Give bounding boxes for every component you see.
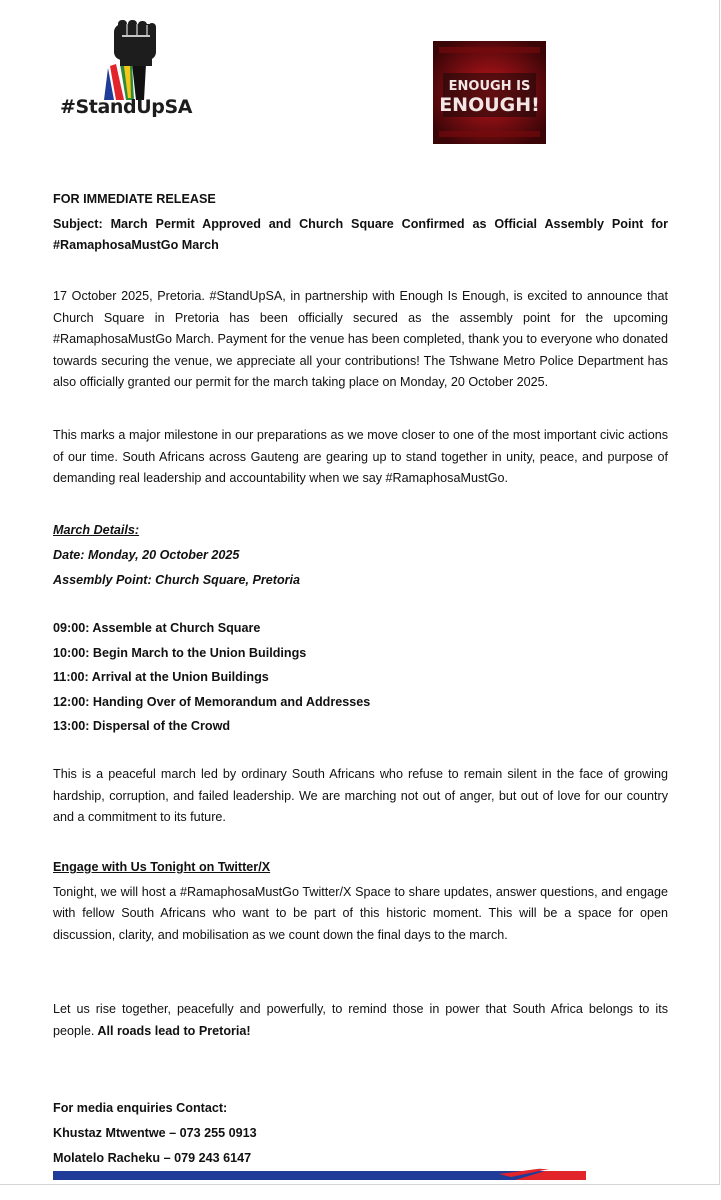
intro-section <box>53 286 668 394</box>
schedule-item: 09:00: Assemble at Church Square <box>53 621 261 635</box>
engage-paragraph: Tonight, we will host a #RamaphosaMustGo Twitter/X Space to share updates, answer questions, and engage with fellow South Africans who want to be part of this historic moment. This will be a space for open discussion, clarity, and mobilisation as we count down the final days to the march. <box>53 884 668 942</box>
closing-bold: All roads lead to Pretoria! <box>94 1023 251 1038</box>
schedule-item: 10:00: Begin March to the Union Buildings <box>53 645 307 660</box>
standupsa-logo <box>60 20 205 130</box>
schedule-list <box>53 616 668 739</box>
contacts-heading: For media enquiries Contact: <box>53 1101 228 1115</box>
peaceful-paragraph: This is a peaceful march led by ordinary South Africans who refuse to remain silent in the face of growing hardship, corruption, and failed leadership. We are marching not out of anger, but out of love for our country and a commitment to its future. <box>53 767 668 824</box>
milestone-section <box>53 425 668 490</box>
footer-stripe <box>53 1168 586 1180</box>
enough-is-enough-logo <box>433 41 546 144</box>
schedule-item: 12:00: Handing Over of Memorandum and Addresses <box>53 694 371 709</box>
logo-line1: ENOUGH IS <box>448 79 531 94</box>
contacts-section <box>53 1096 668 1171</box>
logo-wordmark: #StandUpSA <box>60 96 193 118</box>
raised-fist-icon <box>60 20 205 100</box>
peaceful-section <box>53 764 668 829</box>
subject-line: Subject: March Permit Approved and Church Square Confirmed as Official Assembly Point for #RamaphosaMustGo March <box>53 216 668 252</box>
march-details <box>53 518 668 593</box>
assembly-point: Assembly Point: Church Square, Pretoria <box>53 573 301 587</box>
engage-heading: Engage with Us Tonight on Twitter/X <box>53 860 271 874</box>
closing-section <box>53 999 668 1042</box>
closing-paragraph <box>53 999 668 1042</box>
schedule-item: 13:00: Dispersal of the Crowd <box>53 719 231 733</box>
intro-paragraph: 17 October 2025, Pretoria. #StandUpSA, in partnership with Enough Is Enough, is excited to announce that Church Square in Pretoria has been officially secured as the assembly point for the upcoming #RamaphosaMustGo March. Payment for the venue has been completed, thank you to everyone who donated towards securing the venue, we appreciate all your contributions! The Tshwane Metro Police Department has also officially granted our permit for the march taking place on Monday, 20 October 2025. <box>53 289 668 389</box>
closing-text: Let us rise together, peacefully and powerfully, to remind those in power that South Africa belongs to its people. <box>53 1002 668 1038</box>
contact-person: Molatelo Racheku – 079 243 6147 <box>53 1151 252 1165</box>
march-details-heading: March Details: <box>53 523 140 537</box>
logo-line2: ENOUGH! <box>439 94 540 116</box>
engage-section <box>53 857 668 946</box>
release-header <box>53 189 668 257</box>
schedule-item: 11:00: Arrival at the Union Buildings <box>53 670 269 684</box>
milestone-paragraph: This marks a major milestone in our preparations as we move closer to one of the most important civic actions of our time. South Africans across Gauteng are gearing up to stand together in unity, peace, and purpose of demanding real leadership and accountability when we say #RamaphosaMustGo. <box>53 428 668 485</box>
contact-person: Khustaz Mtwentwe – 073 255 0913 <box>53 1126 257 1140</box>
release-label: FOR IMMEDIATE RELEASE <box>53 192 216 206</box>
march-date: Date: Monday, 20 October 2025 <box>53 548 240 562</box>
